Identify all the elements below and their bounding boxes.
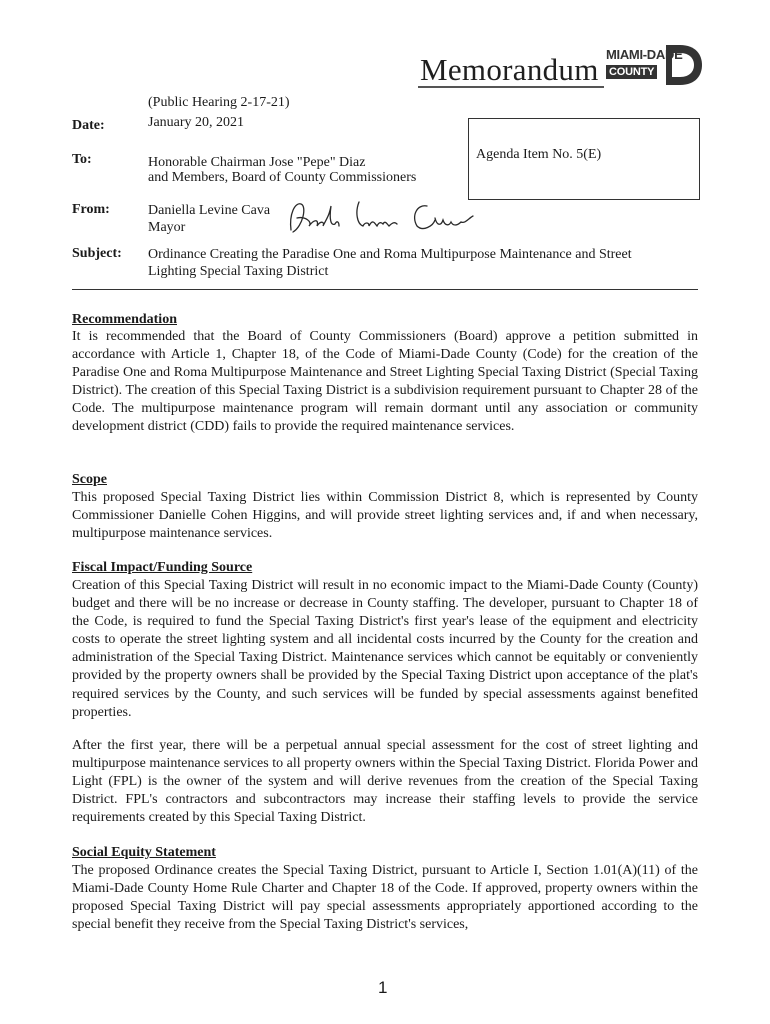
logo-bottom-text: COUNTY [606,65,657,79]
agenda-item: Agenda Item No. 5(E) [476,147,602,162]
to-label: To: [72,152,92,167]
from-label: From: [72,202,110,217]
to-line-2: and Members, Board of County Commissioners [148,170,417,185]
to-line-1: Honorable Chairman Jose "Pepe" Diaz [148,155,366,170]
from-line-1: Daniella Levine Cava [148,203,271,218]
subject-line-1: Ordinance Creating the Paradise One and Roma Multipurpose Maintenance and Street [148,247,632,262]
from-line-2: Mayor [148,220,186,235]
page-number: 1 [378,978,388,997]
fiscal-text-2: After the first year, there will be a perpetual annual special assessment for the cost of street lighting and multipurpose maintenance services to all property owners within the Special Taxing District. Florida Power and Light (FPL) is the owner of the system and will derive revenues from the creation of the Special Taxing District. FPL's contractors and subcontractors may increase their staffing levels to provide the service requirements created by this Special Taxing District. [72,738,698,826]
memo-title: Memorandum [420,52,599,87]
subject-label: Subject: [72,246,122,261]
fiscal-text-1: Creation of this Special Taxing District will result in no economic impact to the Miami-Dade County (County) budget and there will be no increase or decrease in County staffing. The developer, pursuant to Chapter 18 of the Code, is required to fund the Special Taxing District's first year's lease of the equipment and electricity costs to operate the street lighting system and all incidental costs incurred by the County for the creation and administration of the Special Taxing District. Maintenance services which cannot be equitably or conveniently provided by the property owners shall be provided by the Special Taxing District upon acceptance of the plat's required services by the County, and such services will be funded by special assessments against benefited properties. [72,578,698,720]
recommendation-heading: Recommendation [72,312,177,327]
date-note: (Public Hearing 2-17-21) [148,95,290,110]
county-logo [606,43,702,87]
header-divider [72,289,698,290]
recommendation-text: It is recommended that the Board of County Commissioners (Board) approve a petition submitted in accordance with Article 1, Chapter 18, of the Code of Miami-Dade County (Code) for the creation of the Paradise One and Roma Multipurpose Maintenance and Street Lighting Special Taxing District (Special Taxing District). The creation of this Special Taxing District is a subdivision requirement pursuant to Chapter 28 of the Code. The multipurpose maintenance program will remain dormant until any association or community development district (CDD) fails to provide the required maintenance services. [72,329,698,435]
equity-text: The proposed Ordinance creates the Special Taxing District, pursuant to Article I, Section 1.01(A)(11) of the Miami-Dade County Home Rule Charter and Chapter 18 of the Code. If approved, property owners within the proposed Special Taxing District will pay special assessments appropriately apportioned according to the special benefit they receive from the Special Taxing District's services, [72,863,698,933]
date-label: Date: [72,118,105,133]
equity-heading: Social Equity Statement [72,845,216,860]
mayor-signature [285,196,485,240]
logo-top-text: MIAMI-DADE [606,47,683,62]
scope-text: This proposed Special Taxing District lies within Commission District 8, which is represented by County Commissioner Danielle Cohen Higgins, and will provide street lighting services and, if and when necessary, multipurpose maintenance services. [72,490,698,542]
subject-line-2: Lighting Special Taxing District [148,264,329,279]
fiscal-heading: Fiscal Impact/Funding Source [72,560,253,575]
date-value: January 20, 2021 [148,115,245,130]
scope-heading: Scope [72,472,107,487]
letterhead-rule [418,86,604,88]
